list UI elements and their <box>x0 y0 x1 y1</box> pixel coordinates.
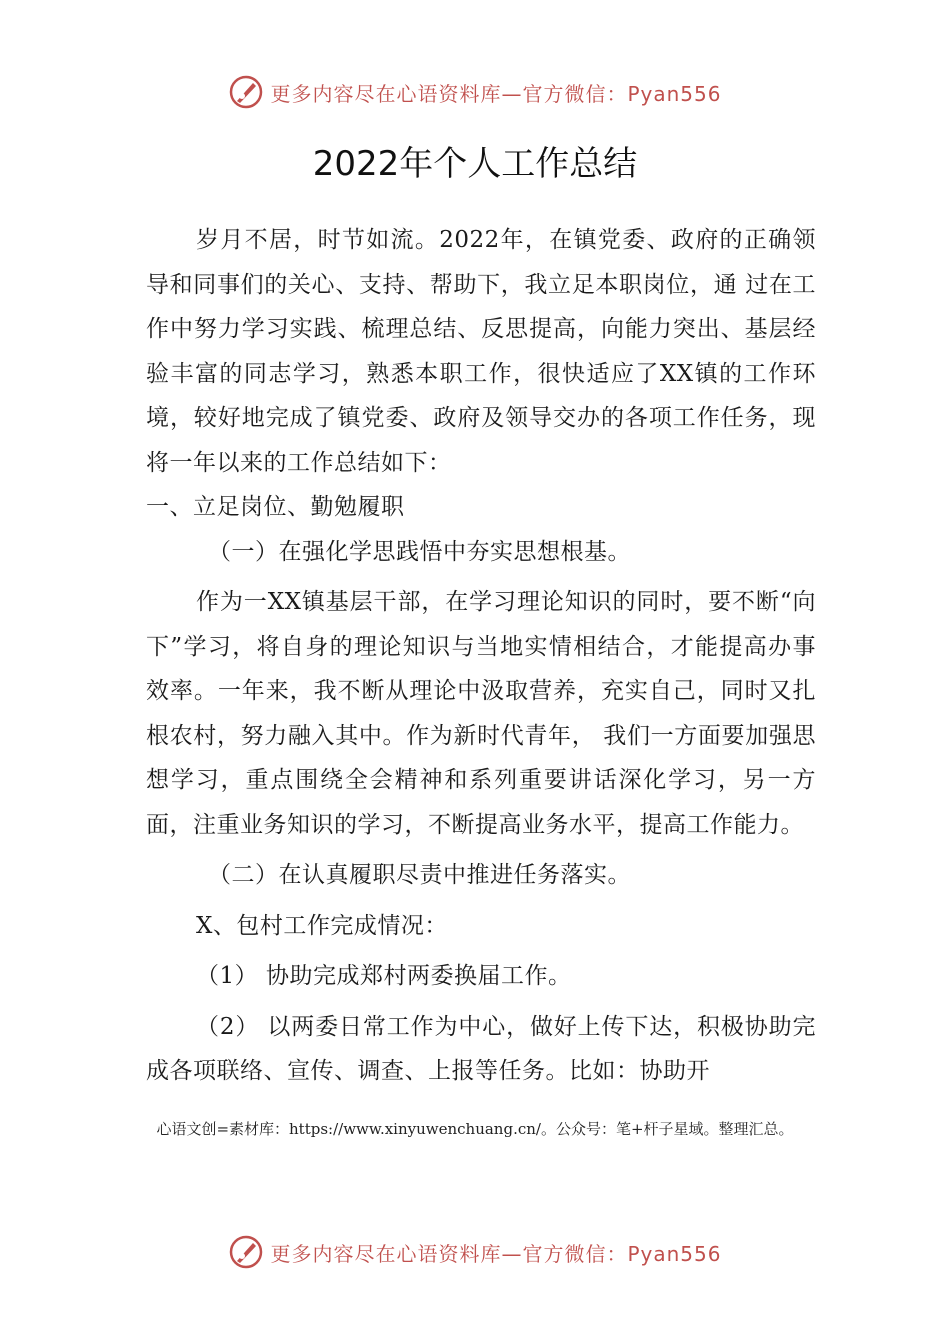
intro-paragraph: 岁月不居，时节如流。2022年，在镇党委、政府的正确领导和同事们的关心、支持、帮助下，我立足本职岗位，通 过在工作中努力学习实践、梳理总结、反思提高，向能力突出、基层经验丰富的同志学习，熟悉本职工作，很快适应了XX镇的工作环境，较好地完成了镇党委、政府及领导交办的各项工作任务，现将一年以来的工作总结如下： <box>146 227 816 476</box>
list-item-2: （2） 以两委日常工作为中心，做好上传下达，积极协助完成各项联络、宣传、调查、上报等任务。比如：协助开 <box>146 1013 816 1084</box>
subsection-heading-1: （一）在强化学思践悟中夯实思想根基。 <box>208 538 631 565</box>
footer-source-note: 心语文创=素材库：https://www.xinyuwenchuang.cn/。公众号：笔+杆子星域。整理汇总。 <box>156 1120 794 1138</box>
list-item-1: （1） 协助完成郑村两委换届工作。 <box>196 963 572 989</box>
banner-text: 更多内容尽在心语资料库—官方微信：Pyan556 <box>270 1241 722 1266</box>
subsection-heading-2: （二）在认真履职尽责中推进任务落实。 <box>208 862 631 888</box>
document-body <box>146 218 816 1094</box>
pen-circle-logo-icon <box>228 74 264 110</box>
section-heading-1: 一、立足岗位、勤勉履职 <box>146 494 405 520</box>
header-banner <box>0 72 950 112</box>
banner-text: 更多内容尽在心语资料库—官方微信：Pyan556 <box>270 81 722 106</box>
document-title: 2022年个人工作总结 <box>312 144 638 184</box>
pen-circle-logo-icon <box>228 1234 264 1270</box>
footer-banner <box>0 1232 950 1272</box>
list-heading: X、包村工作完成情况： <box>196 912 448 939</box>
body-paragraph: 作为一XX镇基层干部，在学习理论知识的同时，要不断“向下”学习，将自身的理论知识与当地实情相结合，才能提高办事效率。一年来，我不断从理论中汲取营养，充实自己，同时又扎根农村，努力融入其中。作为新时代青年， 我们一方面要加强思想学习，重点围绕全会精神和系列重要讲话深化学习，另一方面，注重业务知识的学习，不断提高业务水平，提高工作能力。 <box>146 589 816 838</box>
